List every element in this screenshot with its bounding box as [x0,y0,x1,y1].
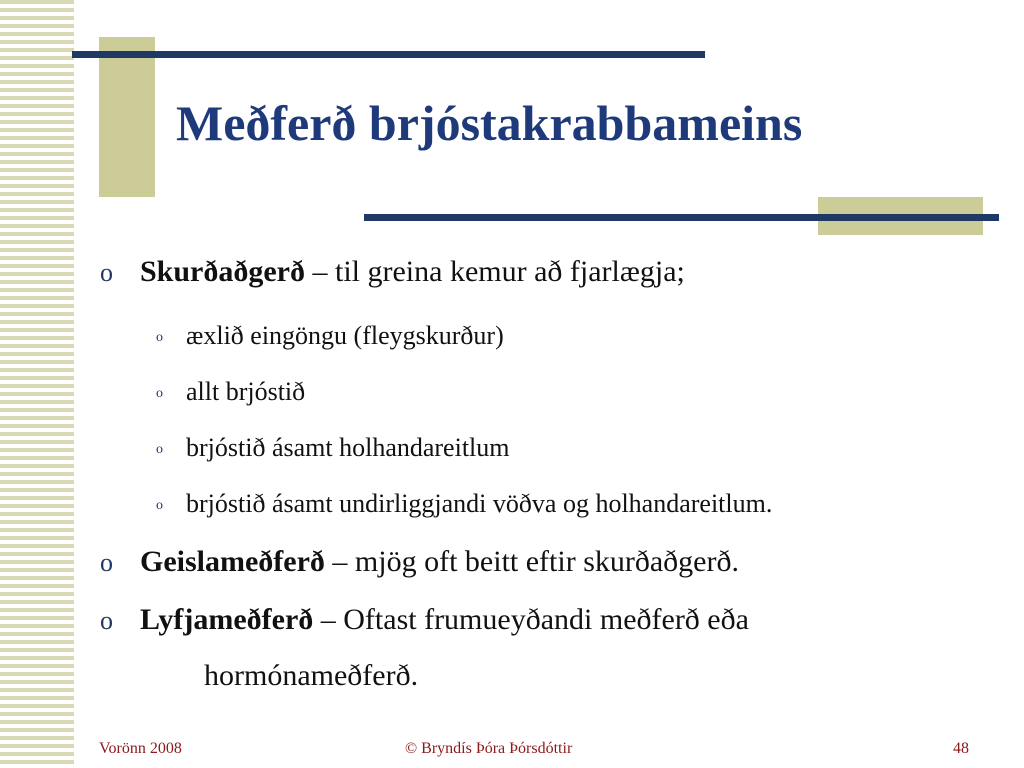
sub-bullet-text: brjóstið ásamt undirliggjandi vöðva og holhandareitlum. [186,489,773,518]
sub-bullet-mastectomy-lymph [156,432,510,466]
accent-block-left [99,37,155,197]
sub-bullet-circle-icon: o [156,442,163,458]
title-rule-top [72,51,705,58]
sub-bullet-mastectomy [156,376,305,410]
bullet-drug-therapy-continuation: hormónameðferð. [204,659,419,692]
sub-bullet-circle-icon: o [156,330,163,346]
sub-bullet-text: brjóstið ásamt holhandareitlum [186,433,510,462]
bullet-circle-icon: o [100,606,113,635]
title-rule-bottom [364,214,999,221]
sub-bullet-lumpectomy [156,320,504,354]
sub-bullet-text: æxlið eingöngu (fleygskurður) [186,321,504,350]
sub-bullet-text: allt brjóstið [186,377,306,406]
bullet-surgery-text: – til greina kemur að fjarlægja; [305,255,685,288]
bullet-drug-therapy [100,602,749,639]
bullet-radiation-text: – mjög oft beitt eftir skurðaðgerð. [324,545,739,578]
sub-bullet-radical-mastectomy [156,488,772,522]
decorative-stripes [0,0,74,768]
bullet-surgery [100,254,685,291]
bullet-radiation [100,544,739,581]
bullet-surgery-term: Skurðaðgerð [140,255,305,288]
sub-bullet-circle-icon: o [156,386,163,402]
bullet-drug-therapy-term: Lyfjameðferð [140,603,314,636]
slide-title: Meðferð brjóstakrabbameins [176,95,803,151]
footer-copyright: © Bryndís Þóra Þórsdóttir [405,740,573,757]
bullet-circle-icon: o [100,258,113,287]
bullet-radiation-term: Geislameðferð [140,545,325,578]
bullet-circle-icon: o [100,548,113,577]
footer-page-number: 48 [953,740,969,757]
sub-bullet-circle-icon: o [156,498,163,514]
bullet-drug-therapy-text: – Oftast frumueyðandi meðferð eða [313,603,749,636]
footer-semester: Vorönn 2008 [99,740,182,757]
